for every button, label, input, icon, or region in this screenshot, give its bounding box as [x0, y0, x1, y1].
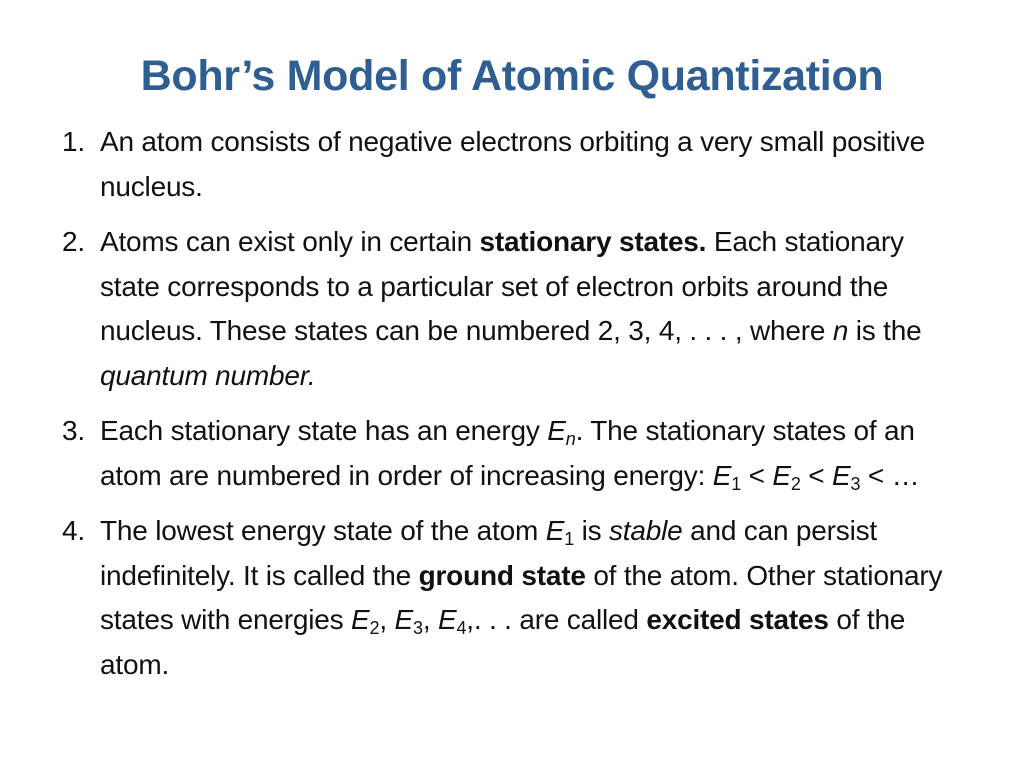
item-text: <	[741, 459, 773, 491]
subscript: 3	[850, 473, 861, 494]
term-excited-states: excited states	[646, 604, 829, 635]
var-n: n	[832, 315, 849, 346]
var-e: E	[545, 515, 565, 546]
var-e: E	[351, 604, 370, 635]
var-e: E	[831, 459, 851, 491]
postulate-list	[62, 120, 962, 698]
list-item-1	[62, 120, 962, 209]
term-quantum-number: quantum number.	[100, 359, 316, 391]
item-text: and can persist indefinitely. It is called the	[100, 515, 877, 591]
var-e: E	[394, 604, 413, 635]
slide-title: Bohr’s Model of Atomic Quantization	[140, 52, 884, 100]
list-number: 3.	[62, 415, 85, 446]
term-stable: stable	[609, 515, 683, 546]
list-item-2	[62, 220, 962, 398]
list-item-3	[62, 409, 962, 498]
item-text: is the	[848, 315, 922, 346]
subscript: 3	[413, 618, 423, 638]
item-text: ,. . . are called	[466, 604, 647, 635]
item-text: Atoms can exist only in certain	[100, 226, 480, 257]
subscript: 2	[790, 473, 801, 494]
subscript: 1	[564, 529, 575, 549]
item-text: of the atom.	[100, 604, 906, 680]
subscript: 2	[369, 618, 380, 638]
list-item-4	[62, 509, 962, 687]
var-e: E	[437, 604, 457, 635]
item-text: ,	[422, 604, 438, 635]
item-text: < …	[860, 459, 920, 491]
item-text: Each stationary state has an energy	[100, 415, 548, 446]
subscript: 1	[731, 473, 742, 494]
list-number: 1.	[62, 126, 85, 157]
item-text: of the atom. Other stationary states with energies	[100, 559, 943, 635]
item-text: An atom consists of negative electrons orbiting a very small positive nucleus.	[100, 126, 926, 202]
var-e: E	[772, 459, 791, 491]
item-text: ,	[379, 604, 395, 635]
item-text: Each stationary state corresponds to a particular set of electron orbits around the nucleus. These states can be numbered 2, 3, 4, . . . , where	[100, 226, 904, 346]
item-text: is	[574, 515, 609, 546]
list-number: 4.	[62, 515, 85, 546]
subscript: 4	[456, 618, 467, 638]
item-text: <	[800, 459, 832, 491]
term-stationary-states: stationary states.	[479, 226, 707, 257]
item-text: . The stationary states of an atom are numbered in order of increasing energy:	[100, 415, 915, 491]
var-e: E	[547, 415, 566, 446]
subscript-n: n	[565, 429, 576, 449]
item-text: The lowest energy state of the atom	[100, 515, 546, 546]
list-number: 2.	[62, 226, 85, 257]
term-ground-state: ground state	[418, 559, 586, 591]
var-e: E	[712, 459, 732, 491]
